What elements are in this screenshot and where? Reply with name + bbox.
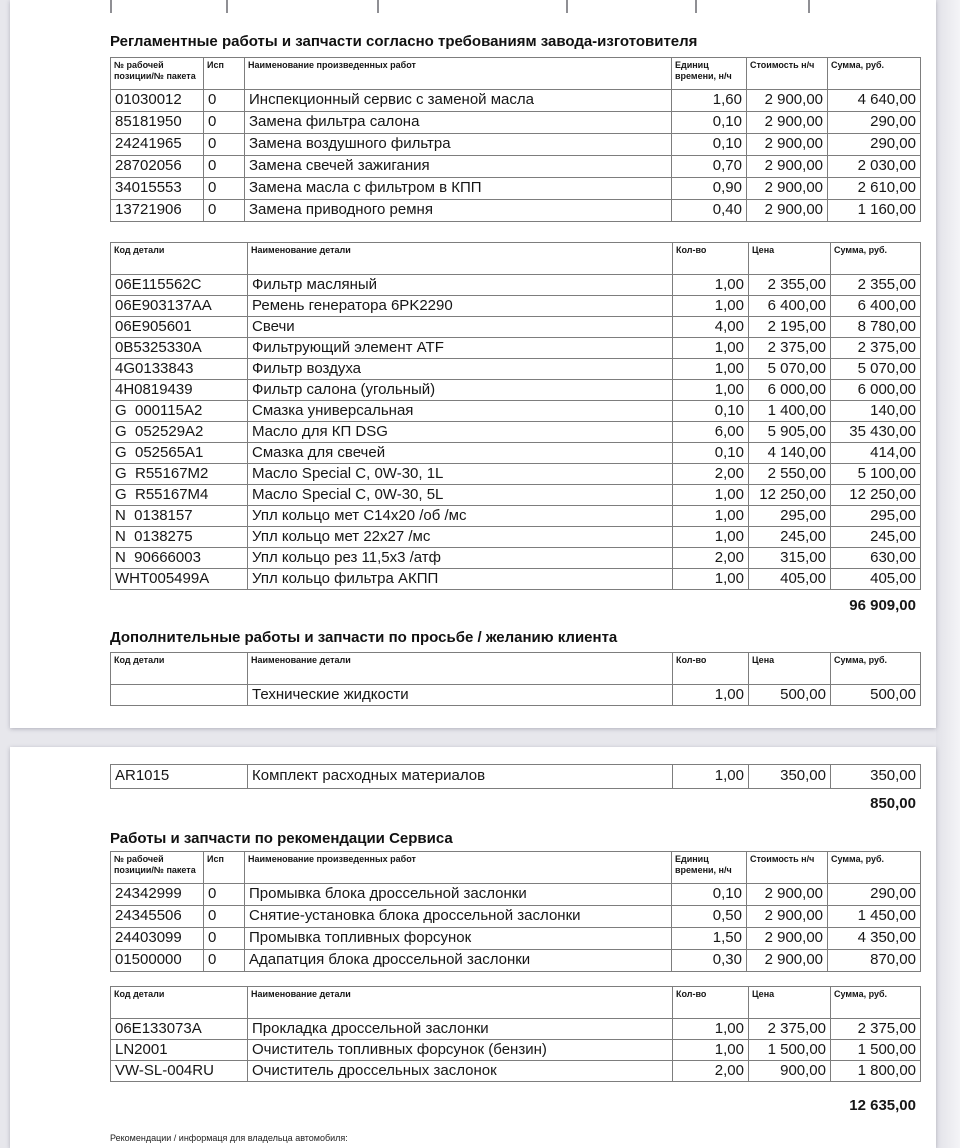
table-row	[111, 422, 921, 443]
column-header: Сумма, руб.	[831, 243, 921, 275]
recommended-parts-table	[110, 986, 921, 1082]
table-edge-tick	[695, 0, 697, 13]
cell-sum: 500,00	[831, 685, 921, 706]
cell-price: 2 195,00	[749, 317, 831, 338]
cell-price: 500,00	[749, 685, 831, 706]
cell-time: 0,40	[672, 200, 747, 222]
cell-qty: 0,10	[673, 443, 749, 464]
table-row	[111, 296, 921, 317]
cell-price: 2 375,00	[749, 1019, 831, 1040]
cell-name: Смазка для свечей	[248, 443, 673, 464]
cell-price: 6 400,00	[749, 296, 831, 317]
cell-qty: 1,00	[673, 380, 749, 401]
table-row	[111, 275, 921, 296]
cell-name: Промывка блока дроссельной заслонки	[245, 884, 672, 906]
cell-sum: 414,00	[831, 443, 921, 464]
cell-code	[111, 685, 248, 706]
column-header: Цена	[749, 243, 831, 275]
cell-name: Фильтрующий элемент ATF	[248, 338, 673, 359]
cell-sum: 1 450,00	[828, 906, 921, 928]
cell-qty: 1,00	[673, 275, 749, 296]
table-row	[111, 548, 921, 569]
column-header: Кол-во	[673, 243, 749, 275]
cell-price: 6 000,00	[749, 380, 831, 401]
column-header: № рабочей позиции/№ пакета	[111, 58, 204, 90]
cell-qty: 0,10	[673, 401, 749, 422]
cell-qty: 1,00	[673, 765, 749, 789]
recommended-total: 12 635,00	[849, 1097, 916, 1114]
cell-rate: 2 900,00	[747, 928, 828, 950]
cell-sum: 290,00	[828, 112, 921, 134]
cell-qty: 2,00	[673, 548, 749, 569]
cell-code: N 0138275	[111, 527, 248, 548]
cell-name: Упл кольцо рез 11,5x3 /атф	[248, 548, 673, 569]
cell-price: 12 250,00	[749, 485, 831, 506]
cell-rate: 2 900,00	[747, 134, 828, 156]
additional-parts-table	[110, 652, 921, 706]
column-header: Код детали	[111, 243, 248, 275]
cell-time: 0,70	[672, 156, 747, 178]
cell-qty: 1,00	[673, 527, 749, 548]
cell-code: WHT005499A	[111, 569, 248, 590]
column-header: Стоимость н/ч	[747, 852, 828, 884]
table-row	[111, 950, 921, 972]
cell-sum: 1 160,00	[828, 200, 921, 222]
cell-code: 85181950	[111, 112, 204, 134]
cell-name: Очиститель дроссельных заслонок	[248, 1061, 673, 1082]
table-row	[111, 569, 921, 590]
additional-parts-table-continued	[110, 764, 921, 789]
cell-sum: 2 375,00	[831, 1019, 921, 1040]
cell-sum: 245,00	[831, 527, 921, 548]
cell-isp: 0	[204, 950, 245, 972]
cell-rate: 2 900,00	[747, 90, 828, 112]
table-row	[111, 156, 921, 178]
cell-name: Масло для КП DSG	[248, 422, 673, 443]
cell-code: 01030012	[111, 90, 204, 112]
cell-code: 34015553	[111, 178, 204, 200]
cell-name: Упл кольцо фильтра АКПП	[248, 569, 673, 590]
cell-qty: 4,00	[673, 317, 749, 338]
regulated-total: 96 909,00	[849, 597, 916, 614]
cell-time: 0,10	[672, 134, 747, 156]
regulated-parts-table	[110, 242, 921, 590]
table-row	[111, 401, 921, 422]
column-header: Стоимость н/ч	[747, 58, 828, 90]
column-header: Кол-во	[673, 987, 749, 1019]
cell-code: 4H0819439	[111, 380, 248, 401]
cell-price: 1 400,00	[749, 401, 831, 422]
cell-rate: 2 900,00	[747, 200, 828, 222]
cell-price: 2 355,00	[749, 275, 831, 296]
cell-code: LN2001	[111, 1040, 248, 1061]
header-row	[111, 987, 921, 1019]
column-header: Код детали	[111, 987, 248, 1019]
cell-code: 28702056	[111, 156, 204, 178]
table-edge-tick	[226, 0, 228, 13]
table-row	[111, 380, 921, 401]
table-edge-tick	[110, 0, 112, 13]
cell-rate: 2 900,00	[747, 906, 828, 928]
header-row	[111, 243, 921, 275]
cell-qty: 1,00	[673, 1019, 749, 1040]
cell-price: 900,00	[749, 1061, 831, 1082]
cell-sum: 630,00	[831, 548, 921, 569]
cell-code: G 052565A1	[111, 443, 248, 464]
cell-name: Фильтр салона (угольный)	[248, 380, 673, 401]
cell-code: 01500000	[111, 950, 204, 972]
cell-name: Масло Special C, 0W-30, 5L	[248, 485, 673, 506]
cell-isp: 0	[204, 178, 245, 200]
cell-rate: 2 900,00	[747, 884, 828, 906]
cell-isp: 0	[204, 112, 245, 134]
cell-code: 13721906	[111, 200, 204, 222]
cell-rate: 2 900,00	[747, 950, 828, 972]
table-row	[111, 112, 921, 134]
cell-price: 2 375,00	[749, 338, 831, 359]
cell-sum: 350,00	[831, 765, 921, 789]
column-header: Кол-во	[673, 653, 749, 685]
cell-name: Замена воздушного фильтра	[245, 134, 672, 156]
cell-sum: 2 610,00	[828, 178, 921, 200]
cell-code: N 90666003	[111, 548, 248, 569]
column-header: Цена	[749, 987, 831, 1019]
cell-sum: 6 000,00	[831, 380, 921, 401]
cell-sum: 140,00	[831, 401, 921, 422]
cell-code: G R55167M2	[111, 464, 248, 485]
cell-rate: 2 900,00	[747, 156, 828, 178]
cell-name: Замена свечей зажигания	[245, 156, 672, 178]
table-row	[111, 90, 921, 112]
header-row	[111, 58, 921, 90]
cell-name: Ремень генератора 6PK2290	[248, 296, 673, 317]
column-header: Исп	[204, 852, 245, 884]
table-row	[111, 200, 921, 222]
cell-time: 1,60	[672, 90, 747, 112]
table-row	[111, 685, 921, 706]
cell-sum: 405,00	[831, 569, 921, 590]
cell-sum: 4 640,00	[828, 90, 921, 112]
cell-sum: 4 350,00	[828, 928, 921, 950]
cell-isp: 0	[204, 200, 245, 222]
cell-rate: 2 900,00	[747, 112, 828, 134]
cell-name: Замена масла с фильтром в КПП	[245, 178, 672, 200]
cell-price: 315,00	[749, 548, 831, 569]
cell-qty: 1,00	[673, 685, 749, 706]
cell-isp: 0	[204, 928, 245, 950]
recommended-works-table	[110, 851, 921, 972]
column-header: Единиц времени, н/ч	[672, 58, 747, 90]
column-header: Цена	[749, 653, 831, 685]
table-row	[111, 443, 921, 464]
cell-code: 06E115562C	[111, 275, 248, 296]
column-header: Наименование произведенных работ	[245, 852, 672, 884]
column-header: Сумма, руб.	[831, 987, 921, 1019]
cell-qty: 1,00	[673, 569, 749, 590]
cell-code: N 0138157	[111, 506, 248, 527]
table-row	[111, 527, 921, 548]
cell-code: 24241965	[111, 134, 204, 156]
cell-qty: 6,00	[673, 422, 749, 443]
cell-time: 0,10	[672, 884, 747, 906]
cell-qty: 1,00	[673, 338, 749, 359]
table-edge-tick	[808, 0, 810, 13]
cell-time: 0,90	[672, 178, 747, 200]
cell-time: 1,50	[672, 928, 747, 950]
document-page-2	[10, 747, 936, 1148]
cell-name: Фильтр воздуха	[248, 359, 673, 380]
cell-code: 24342999	[111, 884, 204, 906]
column-header: Код детали	[111, 653, 248, 685]
cell-code: VW-SL-004RU	[111, 1061, 248, 1082]
cell-isp: 0	[204, 90, 245, 112]
table-row	[111, 1019, 921, 1040]
cell-qty: 2,00	[673, 1061, 749, 1082]
cell-price: 1 500,00	[749, 1040, 831, 1061]
column-header: Единиц времени, н/ч	[672, 852, 747, 884]
table-row	[111, 884, 921, 906]
document-page-1	[10, 0, 936, 728]
cell-price: 4 140,00	[749, 443, 831, 464]
cell-sum: 35 430,00	[831, 422, 921, 443]
cell-code: AR1015	[111, 765, 248, 789]
table-row	[111, 359, 921, 380]
table-row	[111, 178, 921, 200]
cell-sum: 2 375,00	[831, 338, 921, 359]
column-header: Сумма, руб.	[831, 653, 921, 685]
section-title-additional: Дополнительные работы и запчасти по просьбе / желанию клиента	[110, 629, 618, 646]
additional-total: 850,00	[870, 795, 916, 812]
section-title-regulated: Регламентные работы и запчасти согласно требованиям завода-изготовителя	[110, 33, 698, 50]
table-row	[111, 906, 921, 928]
column-header: Наименование детали	[248, 243, 673, 275]
cell-name: Замена фильтра салона	[245, 112, 672, 134]
cell-price: 5 905,00	[749, 422, 831, 443]
cell-name: Технические жидкости	[248, 685, 673, 706]
cell-name: Упл кольцо мет 22x27 /мс	[248, 527, 673, 548]
cell-price: 2 550,00	[749, 464, 831, 485]
cell-code: 06E905601	[111, 317, 248, 338]
cell-isp: 0	[204, 884, 245, 906]
cell-code: G 052529A2	[111, 422, 248, 443]
column-header: Сумма, руб.	[828, 852, 921, 884]
table-edge-tick	[566, 0, 568, 13]
cell-sum: 1 500,00	[831, 1040, 921, 1061]
cell-qty: 1,00	[673, 506, 749, 527]
cell-sum: 6 400,00	[831, 296, 921, 317]
cell-sum: 870,00	[828, 950, 921, 972]
cell-name: Промывка топливных форсунок	[245, 928, 672, 950]
header-row	[111, 852, 921, 884]
column-header: Наименование детали	[248, 653, 673, 685]
cell-qty: 2,00	[673, 464, 749, 485]
cell-code: G R55167M4	[111, 485, 248, 506]
table-row	[111, 928, 921, 950]
table-row	[111, 338, 921, 359]
table-row	[111, 464, 921, 485]
cell-price: 5 070,00	[749, 359, 831, 380]
cell-isp: 0	[204, 156, 245, 178]
cell-price: 350,00	[749, 765, 831, 789]
cell-name: Инспекционный сервис с заменой масла	[245, 90, 672, 112]
cell-name: Адапатция блока дроссельной заслонки	[245, 950, 672, 972]
header-row	[111, 653, 921, 685]
page-right-margin	[936, 0, 960, 1148]
section-title-recommended: Работы и запчасти по рекомендации Сервиса	[110, 830, 453, 847]
table-row	[111, 1061, 921, 1082]
column-header: Сумма, руб.	[828, 58, 921, 90]
cell-price: 295,00	[749, 506, 831, 527]
cell-price: 245,00	[749, 527, 831, 548]
column-header: Наименование детали	[248, 987, 673, 1019]
cell-isp: 0	[204, 906, 245, 928]
cell-qty: 1,00	[673, 296, 749, 317]
cell-sum: 295,00	[831, 506, 921, 527]
cell-name: Фильтр масляный	[248, 275, 673, 296]
owner-recommendations-label: Рекомендации / информаця для владельца автомобиля:	[110, 1133, 348, 1143]
cell-code: 06E903137AA	[111, 296, 248, 317]
cell-sum: 2 355,00	[831, 275, 921, 296]
cell-code: 24403099	[111, 928, 204, 950]
cell-code: 06E133073A	[111, 1019, 248, 1040]
cell-name: Смазка универсальная	[248, 401, 673, 422]
cell-time: 0,30	[672, 950, 747, 972]
table-row	[111, 1040, 921, 1061]
cell-name: Упл кольцо мет C14x20 /об /мс	[248, 506, 673, 527]
cell-name: Комплект расходных материалов	[248, 765, 673, 789]
regulated-works-table	[110, 57, 921, 222]
cell-isp: 0	[204, 134, 245, 156]
cell-sum: 5 100,00	[831, 464, 921, 485]
cell-name: Замена приводного ремня	[245, 200, 672, 222]
cell-sum: 1 800,00	[831, 1061, 921, 1082]
cell-code: 24345506	[111, 906, 204, 928]
table-row	[111, 765, 921, 789]
cell-price: 405,00	[749, 569, 831, 590]
cell-name: Свечи	[248, 317, 673, 338]
table-row	[111, 317, 921, 338]
table-row	[111, 134, 921, 156]
table-edge-tick	[377, 0, 379, 13]
cell-name: Снятие-установка блока дроссельной заслонки	[245, 906, 672, 928]
column-header: Наименование произведенных работ	[245, 58, 672, 90]
cell-code: 4G0133843	[111, 359, 248, 380]
cell-qty: 1,00	[673, 1040, 749, 1061]
cell-name: Масло Special C, 0W-30, 1L	[248, 464, 673, 485]
cell-sum: 12 250,00	[831, 485, 921, 506]
cell-sum: 290,00	[828, 134, 921, 156]
cell-rate: 2 900,00	[747, 178, 828, 200]
cell-time: 0,50	[672, 906, 747, 928]
table-row	[111, 485, 921, 506]
cell-code: G 000115A2	[111, 401, 248, 422]
cell-code: 0B5325330A	[111, 338, 248, 359]
cell-name: Прокладка дроссельной заслонки	[248, 1019, 673, 1040]
cell-sum: 2 030,00	[828, 156, 921, 178]
column-header: Исп	[204, 58, 245, 90]
cell-sum: 5 070,00	[831, 359, 921, 380]
cell-sum: 290,00	[828, 884, 921, 906]
table-row	[111, 506, 921, 527]
cell-time: 0,10	[672, 112, 747, 134]
cell-sum: 8 780,00	[831, 317, 921, 338]
cell-qty: 1,00	[673, 359, 749, 380]
cell-qty: 1,00	[673, 485, 749, 506]
cell-name: Очиститель топливных форсунок (бензин)	[248, 1040, 673, 1061]
column-header: № рабочей позиции/№ пакета	[111, 852, 204, 884]
